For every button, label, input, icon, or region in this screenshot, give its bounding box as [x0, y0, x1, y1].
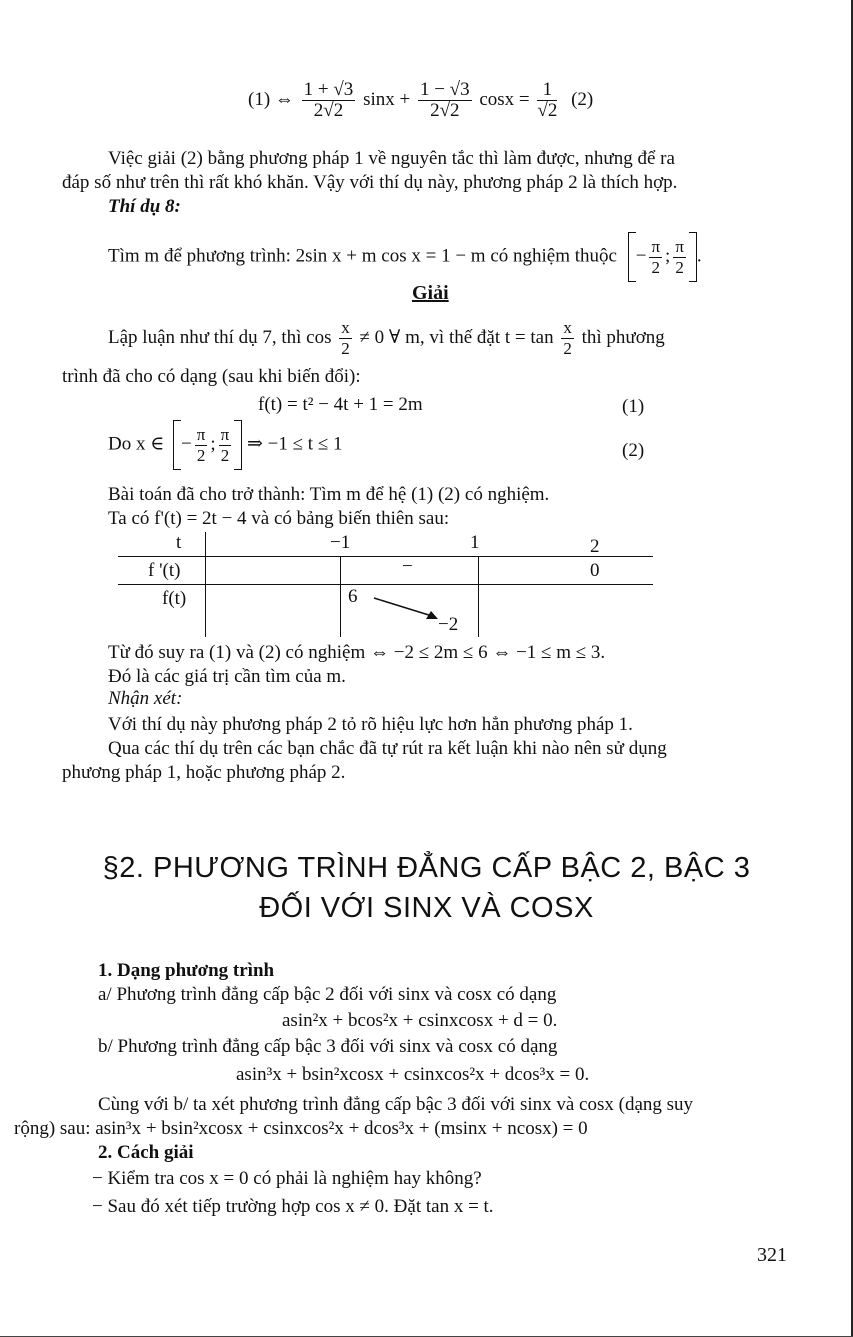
paragraph-line: đáp số như trên thì rất khó khăn. Vậy với thí dụ này, phương pháp 2 là thích hợp. [62, 172, 678, 193]
row-label-fprime: f '(t) [148, 560, 181, 581]
paragraph-line: b/ Phương trình đẳng cấp bậc 3 đối với sinx và cosx có dạng [98, 1036, 558, 1057]
fraction-pi-half: $\frac{\pi}{2}$ [675, 236, 684, 277]
fraction-pi-half: $\frac{\pi}{2}$ [651, 236, 661, 277]
equation-degree-3: asin³x + bsin²xcosx + csinxcos²x + dcos³x = 0. [236, 1064, 590, 1085]
fraction-3: $\frac{1}{√2}$ [537, 79, 558, 121]
paragraph-line: Việc giải (2) bằng phương pháp 1 về nguyên tắc thì làm được, nhưng để ra [108, 148, 675, 169]
bracket-right [234, 420, 242, 470]
solution-heading: Giải [412, 282, 449, 304]
paragraph-line: Qua các thí dụ trên các bạn chắc đã tự rút ra kết luận khi nào nên sử dụng [108, 738, 667, 759]
bracket-left [628, 232, 636, 282]
eq-label-2: (2) [571, 88, 594, 110]
step-line: − Sau đó xét tiếp trường hợp cos x ≠ 0. Đặt tan x = t. [92, 1196, 494, 1217]
paragraph-line: Cùng với b/ ta xét phương trình đẳng cấp bậc 3 đối với sinx và cosx (dạng suy [98, 1094, 694, 1115]
equation-label-2: (2) [622, 440, 645, 461]
reasoning-line: Lập luận như thí dụ 7, thì cos $\frac{x}{2}$ ≠ 0 ∀ m, vì thế đặt t = tan $\frac{x}{2}$ thì phương [108, 318, 665, 358]
row-label-t: t [176, 532, 182, 553]
equation-label-1: (1) [622, 396, 645, 417]
equation-ft: f(t) = t² − 4t + 1 = 2m [258, 394, 423, 415]
decreasing-arrow-icon [368, 594, 448, 624]
table-rule [118, 584, 653, 585]
step-line: − Kiểm tra cos x = 0 có phải là nghiệm hay không? [92, 1168, 482, 1189]
t-value: 1 [470, 532, 480, 553]
bracket-right [689, 232, 697, 282]
section-heading-line1: §2. PHƯƠNG TRÌNH ĐẲNG CẤP BẬC 2, BẬC 3 [102, 852, 751, 884]
fraction-pi-half: $\frac{\pi}{2}$ [220, 424, 230, 465]
table-rule [205, 532, 206, 637]
f-max: 6 [348, 586, 358, 607]
table-rule [118, 556, 653, 557]
equation-degree-2: asin²x + bcos²x + csinxcosx + d = 0. [282, 1010, 558, 1031]
bracket-left [173, 420, 181, 470]
example-title: Thí dụ 8: [108, 196, 181, 217]
equation-top [248, 80, 593, 121]
subsection-title: 1. Dạng phương trình [98, 960, 275, 981]
fraction-x-2: $\frac{x}{2}$ [341, 318, 350, 358]
paragraph-line: phương pháp 1, hoặc phương pháp 2. [62, 762, 346, 783]
variation-table [118, 532, 653, 637]
t-value: 2 [590, 536, 600, 557]
derivative-sign: − [402, 556, 413, 577]
t-value: −1 [330, 532, 351, 553]
equation-generalized: rộng) sau: asin³x + bsin²xcosx + csinxcos²x + dcos³x + (msinx + ncosx) = 0 [14, 1118, 588, 1139]
paragraph-line: Bài toán đã cho trở thành: Tìm m để hệ (1) (2) có nghiệm. [108, 484, 550, 505]
fraction-x-2: $\frac{x}{2}$ [563, 318, 572, 358]
paragraph-line: Đó là các giá trị cần tìm của m. [108, 666, 346, 687]
eq-term-sin: sinx + [363, 88, 411, 110]
paragraph-line: a/ Phương trình đẳng cấp bậc 2 đối với sinx và cosx có dạng [98, 984, 557, 1005]
section-heading-line2: ĐỐI VỚI SINX VÀ COSX [259, 892, 594, 924]
subsection-title: 2. Cách giải [98, 1142, 194, 1163]
page-number: 321 [757, 1244, 787, 1266]
fraction-pi-half: $\frac{\pi}{2}$ [196, 424, 206, 465]
table-rule [340, 556, 341, 637]
eq-lhs: (1) ⇔ [248, 88, 294, 110]
table-rule [478, 556, 479, 637]
constraint-line: Do x ∈ − $\frac{\pi}{2}$ ; $\frac{\pi}{2}$ ⇒ −1 ≤ t ≤ 1 [108, 420, 343, 470]
row-label-f: f(t) [162, 588, 187, 609]
fraction-1: $\frac{1 + √3}{2√2}$ [303, 79, 354, 121]
fraction-2: $\frac{1 - √3}{2√2}$ [419, 79, 470, 121]
paragraph-line: Ta có f'(t) = 2t − 4 và có bảng biến thiên sau: [108, 508, 450, 529]
paragraph-line: Với thí dụ này phương pháp 2 tỏ rõ hiệu lực hơn hẳn phương pháp 1. [108, 714, 633, 735]
paragraph-line: trình đã cho có dạng (sau khi biến đổi): [62, 366, 361, 387]
eq-term-cos: cosx = [479, 88, 530, 110]
f-min: −2 [438, 614, 459, 635]
remark-title: Nhận xét: [108, 688, 183, 709]
problem-statement: Tìm m để phương trình: 2sin x + m cos x = 1 − m có nghiệm thuộc − $\frac{\pi}{2}$ ; $\frac{\pi}{2}$ . [108, 232, 702, 282]
conclusion-line: Từ đó suy ra (1) và (2) có nghiệm ⇔ −2 ≤ 2m ≤ 6 ⇔ −1 ≤ m ≤ 3. [108, 642, 606, 663]
derivative-zero: 0 [590, 560, 600, 581]
